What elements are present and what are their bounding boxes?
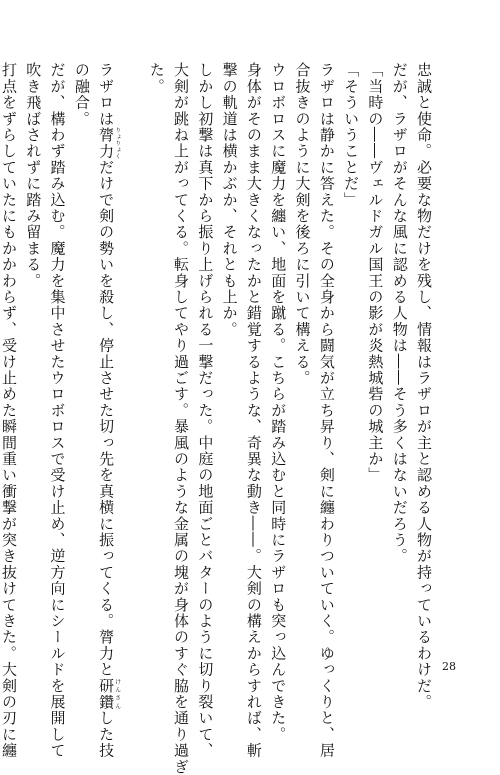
text-line: 忠誠と使命。必要な物だけを残し、情報はラザロが主と認める人物が持っているわけだ。 bbox=[415, 62, 433, 710]
text-line: 「そういうことだ」 bbox=[342, 62, 361, 208]
blank-line bbox=[120, 62, 144, 652]
text-line: ウロボロスに魔力を纏い、地面を蹴る。こちらが踏み込むと同時にラザロも突っ込んできた。 bbox=[269, 62, 288, 743]
text-line: しかし初撃は真下から振り上げられる一撃だった。中庭の地面ごとバターのように切り裂いて、 bbox=[196, 62, 215, 759]
text-line: 合抜きのように大剣を後ろに引いて構える。 bbox=[293, 62, 312, 386]
text-line: 身体がそのまま大きくなったかと錯覚するような、奇異な動き――。大剣の構えからすれば、斬 bbox=[244, 62, 263, 759]
ruby-reading: りょりょく bbox=[113, 126, 121, 160]
text-line: 打点をずらしていたにもかかわらず、受け止めた瞬間重い衝撃が突き抜けてきた。大剣の刃に纏 bbox=[0, 62, 18, 759]
text-line: だが、構わず踏み込む。魔力を集中させたウロボロスで受け止め、逆方向にシールドを展開して bbox=[48, 62, 67, 759]
text-line: 「当時の――ヴェルドガル国王の影が炎熱城砦の城主か」 bbox=[366, 62, 385, 484]
text-line: だが、ラザロがそんな風に認める人物は――そう多くはないだろう。 bbox=[390, 62, 409, 565]
text-line: た。 bbox=[147, 62, 166, 95]
ruby-ryoryoku bbox=[97, 126, 121, 160]
text-segment: ラザロは bbox=[97, 62, 116, 127]
text-line: 大剣が跳ね上がってくる。転身してやり過ごす。暴風のような金属の塊が身体のすぐ脇を通り過ぎ bbox=[172, 62, 191, 775]
text-line-with-ruby bbox=[94, 62, 121, 759]
text-line: 吹き飛ばされずに踏み留まる。 bbox=[24, 62, 43, 289]
text-segment: だけで剣の勢いを殺し、停止させた切っ先を真横に振ってくる。膂力と bbox=[97, 159, 116, 678]
ruby-base: 膂力 bbox=[97, 126, 116, 160]
ruby-base: 研鑽 bbox=[97, 677, 116, 711]
ruby-kensan bbox=[97, 677, 121, 711]
text-line: ラザロは静かに答えた。その全身から闘気が立ち昇り、剣に纏わりついていく。ゆっくりと、居 bbox=[317, 62, 336, 759]
text-segment: した技 bbox=[97, 710, 116, 759]
ruby-reading: けんさん bbox=[113, 677, 121, 711]
page-number: 28 bbox=[442, 660, 456, 673]
text-line: 撃の軌道は横かぶか、それとも上か。 bbox=[220, 62, 239, 338]
body-text bbox=[0, 62, 436, 775]
text-line: の融合。 bbox=[72, 62, 91, 127]
